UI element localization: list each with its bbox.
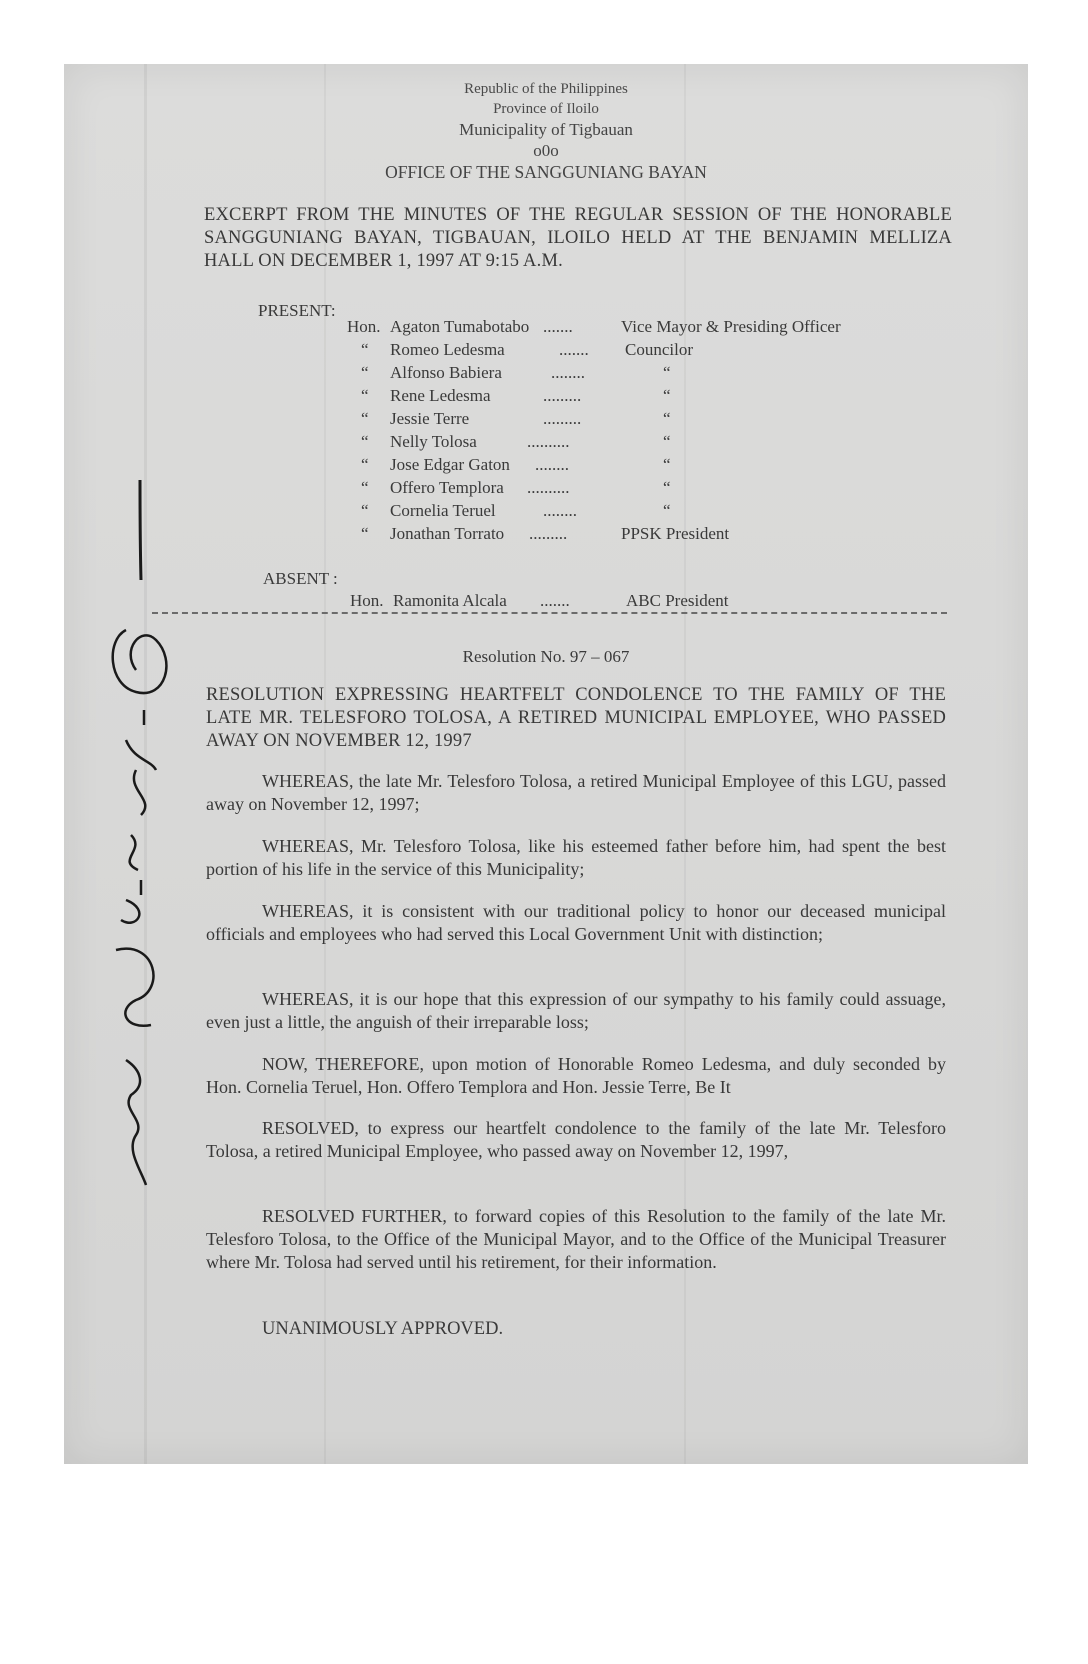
now-therefore-paragraph: NOW, THEREFORE, upon motion of Honorable Romeo Ledesma, and duly seconded by Hon. Cornelia Teruel, Hon. Offero Templora and Hon. Jessie Terre, Be It — [206, 1054, 946, 1097]
attendance-row — [347, 340, 947, 363]
attendee-position: PPSK President — [621, 524, 730, 543]
absent-position: ABC President — [626, 591, 729, 610]
attendance-row — [347, 501, 947, 524]
attendee-dots: .......... — [527, 478, 570, 497]
attendee-name: Jessie Terre — [390, 409, 470, 428]
document-page — [64, 64, 1028, 1464]
attendee-dots: ....... — [559, 340, 589, 359]
attendance-row — [347, 409, 947, 432]
attendee-name: Romeo Ledesma — [390, 340, 505, 359]
attendance-row — [347, 524, 947, 547]
attendee-dots: ......... — [529, 524, 568, 543]
resolved-paragraph: RESOLVED, to express our heartfelt condolence to the family of the late Mr. Telesforo Tolosa, a retired Municipal Employee, who passed away on November 12, 1997, — [206, 1118, 946, 1161]
attendee-name: Jose Edgar Gaton — [390, 455, 510, 474]
attendee-prefix: “ — [361, 455, 369, 474]
attendee-position: “ — [663, 455, 671, 474]
absent-row — [350, 591, 950, 614]
attendee-name: Offero Templora — [390, 478, 504, 497]
header-separator: o0o — [533, 141, 559, 160]
attendee-position: Vice Mayor & Presiding Officer — [621, 317, 841, 336]
attendee-prefix: “ — [361, 363, 369, 382]
attendee-dots: ....... — [543, 317, 573, 336]
attendee-position: “ — [663, 363, 671, 382]
attendee-dots: ........ — [543, 501, 577, 520]
dashed-divider — [152, 612, 947, 614]
whereas-paragraph: WHEREAS, Mr. Telesforo Tolosa, like his esteemed father before him, had spent the best portion of his life in the service of this Municipality; — [206, 836, 946, 879]
absent-label: ABSENT : — [263, 569, 338, 588]
handwritten-signature — [96, 470, 206, 1190]
attendee-dots: ........ — [535, 455, 569, 474]
header-office: OFFICE OF THE SANGGUNIANG BAYAN — [385, 162, 707, 182]
attendee-prefix: “ — [361, 432, 369, 451]
attendance-row — [347, 432, 947, 455]
attendee-position: Councilor — [625, 340, 693, 359]
attendee-position: “ — [663, 478, 671, 497]
attendee-name: Alfonso Babiera — [390, 363, 502, 382]
header-municipality: Municipality of Tigbauan — [459, 120, 633, 139]
attendee-position: “ — [663, 432, 671, 451]
attendance-row — [347, 317, 947, 340]
whereas-paragraph: WHEREAS, it is consistent with our traditional policy to honor our deceased municipal officials and employees who had served this Local Government Unit with distinction; — [206, 901, 946, 944]
absent-prefix: Hon. — [350, 591, 384, 610]
attendee-name: Jonathan Torrato — [390, 524, 505, 543]
approval-statement: UNANIMOUSLY APPROVED. — [262, 1319, 504, 1339]
whereas-paragraph: WHEREAS, it is our hope that this expression of our sympathy to his family could assuage, even just a little, the anguish of their irreparable loss; — [206, 989, 946, 1032]
resolution-number: Resolution No. 97 – 067 — [462, 647, 630, 666]
attendee-name: Cornelia Teruel — [390, 501, 496, 520]
attendee-dots: ......... — [543, 386, 582, 405]
header-province: Province of Iloilo — [493, 101, 599, 117]
absent-dots: ....... — [540, 591, 570, 610]
absent-name: Ramonita Alcala — [393, 591, 507, 610]
excerpt-heading: EXCERPT FROM THE MINUTES OF THE REGULAR SESSION OF THE HONORABLE SANGGUNIANG BAYAN, TIGBAUAN, ILOILO HELD AT THE BENJAMIN MELLIZA HALL ON DECEMBER 1, 1997 AT 9:15 A.M. — [204, 205, 952, 271]
resolved-further-paragraph: RESOLVED FURTHER, to forward copies of this Resolution to the family of the late Mr. Telesforo Tolosa, to the Office of the Municipal Mayor, and to the Office of the Municipal Treasurer where Mr. Tolosa had served until his retirement, for their information. — [206, 1206, 946, 1272]
present-label: PRESENT: — [258, 301, 336, 320]
attendance-row — [347, 386, 947, 409]
attendance-row — [347, 363, 947, 386]
whereas-paragraph: WHEREAS, the late Mr. Telesforo Tolosa, a retired Municipal Employee of this LGU, passed away on November 12, 1997; — [206, 771, 946, 814]
attendee-position: “ — [663, 409, 671, 428]
attendee-prefix: Hon. — [347, 317, 381, 336]
attendee-dots: ......... — [543, 409, 582, 428]
resolution-title: RESOLUTION EXPRESSING HEARTFELT CONDOLENCE TO THE FAMILY OF THE LATE MR. TELESFORO TOLOSA, A RETIRED MUNICIPAL EMPLOYEE, WHO PASSED AWAY ON NOVEMBER 12, 1997 — [206, 685, 946, 751]
attendee-name: Nelly Tolosa — [390, 432, 477, 451]
attendee-prefix: “ — [361, 409, 369, 428]
attendee-position: “ — [663, 386, 671, 405]
attendance-row — [347, 478, 947, 501]
header-republic: Republic of the Philippines — [464, 81, 628, 97]
attendee-prefix: “ — [361, 478, 369, 497]
attendee-dots: .......... — [527, 432, 570, 451]
attendee-position: “ — [663, 501, 671, 520]
attendee-prefix: “ — [361, 386, 369, 405]
attendee-prefix: “ — [361, 340, 369, 359]
attendee-prefix: “ — [361, 501, 369, 520]
attendee-prefix: “ — [361, 524, 369, 543]
attendee-dots: ........ — [551, 363, 585, 382]
attendee-name: Agaton Tumabotabo — [390, 317, 530, 336]
attendee-name: Rene Ledesma — [390, 386, 491, 405]
attendance-row — [347, 455, 947, 478]
